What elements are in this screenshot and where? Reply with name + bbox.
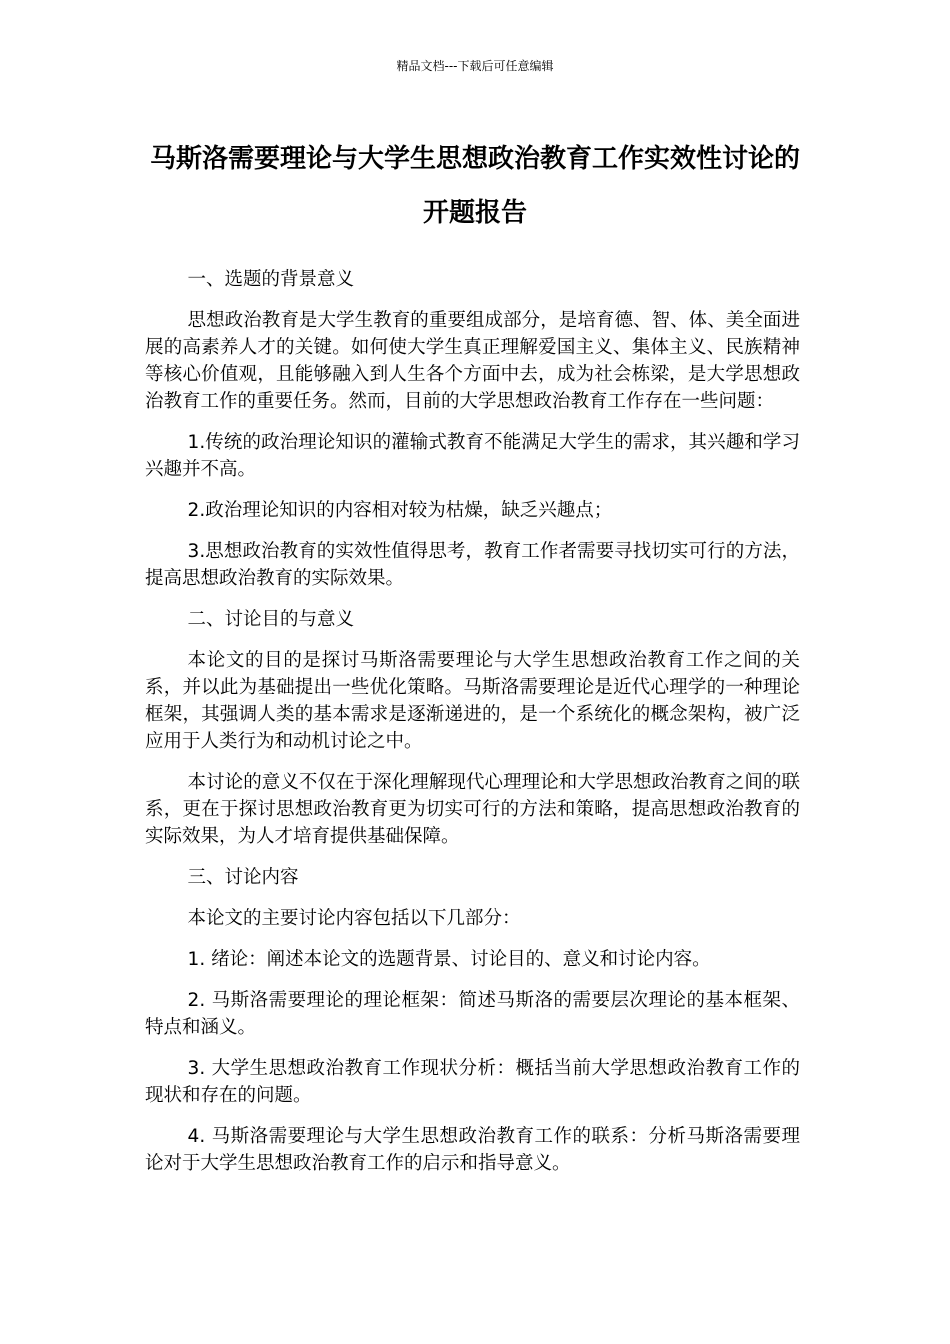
paragraph-significance: 本讨论的意义不仅在于深化理解现代心理理论和大学思想政治教育之间的联系，更在于探讨思想政治教育更为切实可行的方法和策略，提高思想政治教育的实际效果，为人才培育提供基础保障。 — [145, 772, 800, 847]
list-item-problem-1: 1.传统的政治理论知识的灌输式教育不能满足大学生的需求，其兴趣和学习兴趣并不高。 — [145, 432, 800, 480]
document-body — [145, 266, 800, 1191]
list-item-content-1: 1. 绪论：阐述本论文的选题背景、讨论目的、意义和讨论内容。 — [187, 949, 711, 970]
list-item-content-3: 3. 大学生思想政治教育工作现状分析：概括当前大学思想政治教育工作的现状和存在的问题。 — [145, 1058, 800, 1106]
list-item-content-4: 4. 马斯洛需要理论与大学生思想政治教育工作的联系：分析马斯洛需要理论对于大学生思想政治教育工作的启示和指导意义。 — [145, 1126, 800, 1174]
paragraph-purpose: 本论文的目的是探讨马斯洛需要理论与大学生思想政治教育工作之间的关系，并以此为基础提出一些优化策略。马斯洛需要理论是近代心理学的一种理论框架，其强调人类的基本需求是逐渐递进的，是一个系统化的概念架构，被广泛应用于人类行为和动机讨论之中。 — [145, 650, 800, 752]
document-title: 马斯洛需要理论与大学生思想政治教育工作实效性讨论的开题报告 — [149, 144, 800, 228]
list-item-problem-2: 2.政治理论知识的内容相对较为枯燥，缺乏兴趣点； — [187, 500, 613, 521]
paragraph-content-intro: 本论文的主要讨论内容包括以下几部分： — [187, 908, 521, 929]
section-heading-background: 一、选题的背景意义 — [187, 269, 355, 290]
list-item-content-2: 2. 马斯洛需要理论的理论框架：简述马斯洛的需要层次理论的基本框架、特点和涵义。 — [145, 990, 800, 1038]
paragraph-background: 思想政治教育是大学生教育的重要组成部分，是培育德、智、体、美全面进展的高素养人才的关键。如何使大学生真正理解爱国主义、集体主义、民族精神等核心价值观，且能够融入到人生各个方面中去，成为社会栋梁，是大学思想政治教育工作的重要任务。然而，目前的大学思想政治教育工作存在一些问题： — [145, 310, 800, 412]
section-heading-purpose: 二、讨论目的与意义 — [187, 609, 355, 630]
list-item-problem-3: 3.思想政治教育的实效性值得思考，教育工作者需要寻找切实可行的方法，提高思想政治教育的实际效果。 — [145, 541, 800, 589]
section-heading-content: 三、讨论内容 — [187, 867, 299, 888]
header-note: 精品文档---下载后可任意编辑 — [396, 59, 554, 73]
